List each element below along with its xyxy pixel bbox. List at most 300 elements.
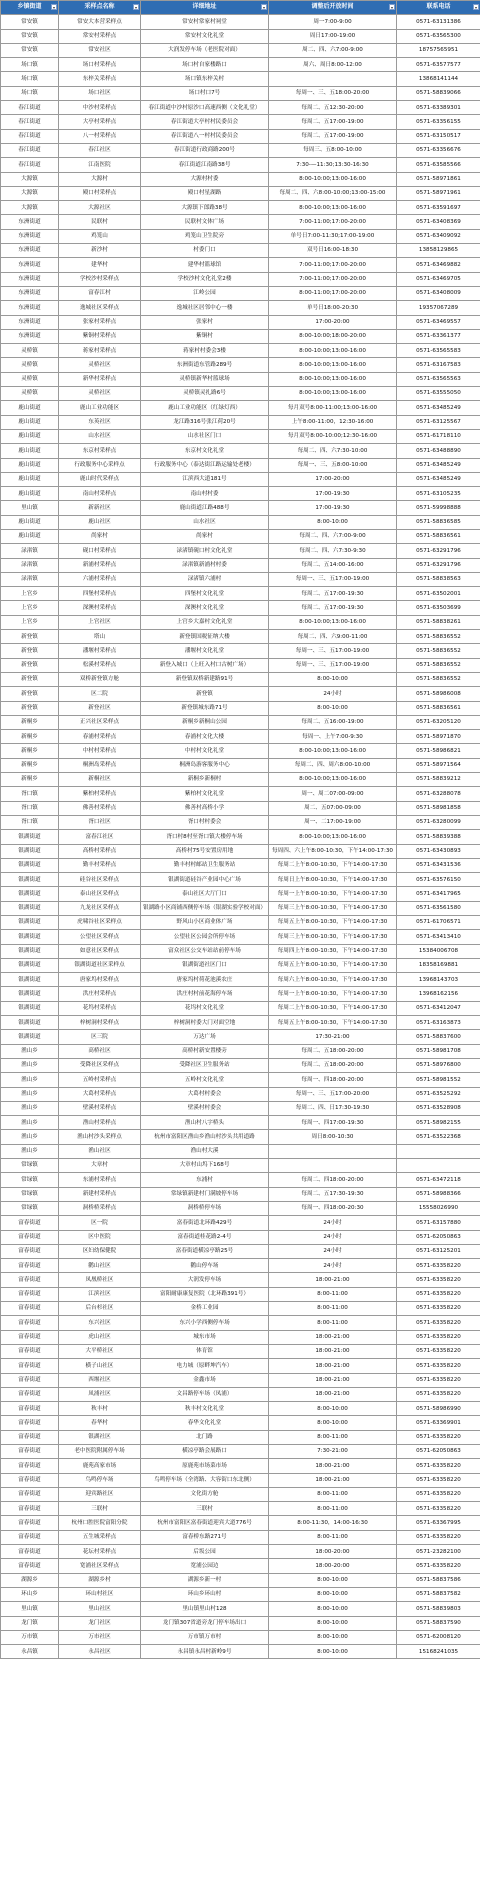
address-cell[interactable]: 紫铜村 bbox=[141, 329, 269, 343]
phone-cell[interactable]: 0571-63131386 bbox=[397, 15, 480, 29]
hours-cell[interactable]: 每周五上午8:00-10:30，下午14:00-17:30 bbox=[269, 958, 397, 972]
hours-cell[interactable]: 8:00-10:00;18:00-20:00 bbox=[269, 329, 397, 343]
hours-cell[interactable]: 17:00-20:00 bbox=[269, 315, 397, 329]
address-cell[interactable]: 东京村文化礼堂 bbox=[141, 444, 269, 458]
site-name-cell[interactable]: 大葛村采样点 bbox=[59, 1087, 141, 1101]
site-name-cell[interactable]: 鹿山社区 bbox=[59, 515, 141, 529]
town-cell[interactable]: 常安镇 bbox=[1, 29, 59, 43]
town-cell[interactable]: 东洲街道 bbox=[1, 301, 59, 315]
site-name-cell[interactable]: 蒋家村采样点 bbox=[59, 344, 141, 358]
address-cell[interactable]: 鹿山工业功能区（红绿灯西） bbox=[141, 401, 269, 415]
hours-cell[interactable]: 8:00-11:00 bbox=[269, 1302, 397, 1316]
hours-cell[interactable]: 24小时 bbox=[269, 687, 397, 701]
address-cell[interactable]: 横凉亭路会展路口 bbox=[141, 1444, 269, 1458]
phone-cell[interactable]: 0571-58839803 bbox=[397, 1602, 480, 1616]
phone-cell[interactable]: 0571-58836552 bbox=[397, 644, 480, 658]
hours-cell[interactable]: 每周一、三、五17:00-20:00 bbox=[269, 1087, 397, 1101]
site-name-cell[interactable]: 大平桥社区 bbox=[59, 1344, 141, 1358]
hours-cell[interactable]: 周一、周二07:00-09:00 bbox=[269, 787, 397, 801]
site-name-cell[interactable]: 八一村采样点 bbox=[59, 129, 141, 143]
address-cell[interactable]: 胥口村8村至胥口镇大楼停车场 bbox=[141, 830, 269, 844]
site-name-cell[interactable]: 新华村采样点 bbox=[59, 372, 141, 386]
hours-cell[interactable]: 7:00-11:00;17:00-20:00 bbox=[269, 215, 397, 229]
site-name-cell[interactable]: 新登社区 bbox=[59, 701, 141, 715]
site-name-cell[interactable]: 五生城采样点 bbox=[59, 1530, 141, 1544]
hours-cell[interactable]: 8:00-11:00 bbox=[269, 1487, 397, 1501]
town-cell[interactable]: 龙门镇 bbox=[1, 1616, 59, 1630]
column-header-phone[interactable] bbox=[397, 1, 480, 15]
hours-cell[interactable]: 24小时 bbox=[269, 1230, 397, 1244]
phone-cell[interactable]: 0571-62050863 bbox=[397, 1230, 480, 1244]
phone-cell[interactable]: 0571-63358220 bbox=[397, 1330, 480, 1344]
town-cell[interactable]: 新登镇 bbox=[1, 687, 59, 701]
hours-cell[interactable]: 18:00-21:00 bbox=[269, 1459, 397, 1473]
phone-cell[interactable]: 0571-63469557 bbox=[397, 315, 480, 329]
site-name-cell[interactable]: 松溪村采样点 bbox=[59, 658, 141, 672]
site-name-cell[interactable]: 五岭村采样点 bbox=[59, 1073, 141, 1087]
phone-cell[interactable]: 0571-58838261 bbox=[397, 615, 480, 629]
hours-cell[interactable]: 每周一上午8:00-10:30，下午14:00-17:30 bbox=[269, 987, 397, 1001]
site-name-cell[interactable]: 湖源乡村 bbox=[59, 1573, 141, 1587]
town-cell[interactable]: 新桐乡 bbox=[1, 773, 59, 787]
phone-cell[interactable]: 0571-61718110 bbox=[397, 429, 480, 443]
address-cell[interactable]: 东兴小学西侧停车场 bbox=[141, 1316, 269, 1330]
site-name-cell[interactable]: 渔山村采样点 bbox=[59, 1116, 141, 1130]
town-cell[interactable]: 银湖街道 bbox=[1, 1001, 59, 1015]
address-cell[interactable]: 勤丰村村邮站卫生服务站 bbox=[141, 858, 269, 872]
phone-cell[interactable]: 0571-63485249 bbox=[397, 458, 480, 472]
phone-cell[interactable]: 0571-63358220 bbox=[397, 1344, 480, 1358]
site-name-cell[interactable]: 区妇幼保健院 bbox=[59, 1244, 141, 1258]
phone-cell[interactable]: 0571-58981708 bbox=[397, 1044, 480, 1058]
site-name-cell[interactable]: 秋丰村 bbox=[59, 1402, 141, 1416]
town-cell[interactable]: 富春街道 bbox=[1, 1459, 59, 1473]
address-cell[interactable]: 大源镇下郎路38号 bbox=[141, 201, 269, 215]
phone-cell[interactable]: 18757565951 bbox=[397, 43, 480, 57]
phone-cell[interactable]: 0571-63431536 bbox=[397, 858, 480, 872]
town-cell[interactable]: 银湖街道 bbox=[1, 887, 59, 901]
address-cell[interactable]: 洞桥桥停车场 bbox=[141, 1201, 269, 1215]
filter-dropdown-icon[interactable] bbox=[261, 4, 267, 10]
hours-cell[interactable]: 周二、五07:00-09:00 bbox=[269, 801, 397, 815]
site-name-cell[interactable]: 学校沙村采样点 bbox=[59, 272, 141, 286]
address-cell[interactable]: 江岭公园 bbox=[141, 286, 269, 300]
address-cell[interactable]: 大章村山坞下168号 bbox=[141, 1159, 269, 1173]
town-cell[interactable]: 新桐乡 bbox=[1, 744, 59, 758]
town-cell[interactable]: 胥口镇 bbox=[1, 815, 59, 829]
phone-cell[interactable]: 0571-63469705 bbox=[397, 272, 480, 286]
hours-cell[interactable]: 8:00-11:30，14:00-16:30 bbox=[269, 1516, 397, 1530]
town-cell[interactable]: 常绿镇 bbox=[1, 1201, 59, 1215]
site-name-cell[interactable]: 硅谷社区采样点 bbox=[59, 873, 141, 887]
site-name-cell[interactable]: 西堰社区 bbox=[59, 1373, 141, 1387]
address-cell[interactable]: 东洲街道东管路289号 bbox=[141, 358, 269, 372]
town-cell[interactable]: 新登镇 bbox=[1, 630, 59, 644]
phone-cell[interactable]: 15168241035 bbox=[397, 1645, 480, 1659]
phone-cell[interactable]: 0571-63358220 bbox=[397, 1387, 480, 1401]
site-name-cell[interactable]: 春江社区 bbox=[59, 143, 141, 157]
phone-cell[interactable]: 0571-63356676 bbox=[397, 143, 480, 157]
hours-cell[interactable]: 每周二、五17:00-19:00 bbox=[269, 115, 397, 129]
hours-cell[interactable]: 周一、二17:00-19:00 bbox=[269, 815, 397, 829]
hours-cell[interactable]: 17:30-21:00 bbox=[269, 1030, 397, 1044]
address-cell[interactable]: 春江街道江南路38号 bbox=[141, 158, 269, 172]
site-name-cell[interactable]: 大亭村采样点 bbox=[59, 115, 141, 129]
phone-cell[interactable]: 0571-61706571 bbox=[397, 916, 480, 930]
phone-cell[interactable] bbox=[397, 1144, 480, 1158]
address-cell[interactable]: 大葛村村委会 bbox=[141, 1087, 269, 1101]
site-name-cell[interactable]: 银湖街道社区采样点 bbox=[59, 958, 141, 972]
town-cell[interactable]: 富春街道 bbox=[1, 1416, 59, 1430]
hours-cell[interactable]: 每周一、三、五8:00-10:00 bbox=[269, 458, 397, 472]
phone-cell[interactable]: 0571-58839066 bbox=[397, 86, 480, 100]
phone-cell[interactable]: 0571-59998888 bbox=[397, 501, 480, 515]
hours-cell[interactable]: 8:00-10:00 bbox=[269, 1645, 397, 1659]
site-name-cell[interactable]: 鸟鸣停车场 bbox=[59, 1473, 141, 1487]
hours-cell[interactable]: 8:00-11:00 bbox=[269, 1430, 397, 1444]
site-name-cell[interactable]: 东梓关采样点 bbox=[59, 72, 141, 86]
site-name-cell[interactable]: 虎啸谷社区采样点 bbox=[59, 916, 141, 930]
address-cell[interactable]: 鹳山停车场 bbox=[141, 1259, 269, 1273]
site-name-cell[interactable]: 花坞村采样点 bbox=[59, 1001, 141, 1015]
town-cell[interactable]: 常安镇 bbox=[1, 15, 59, 29]
phone-cell[interactable]: 0571-63369901 bbox=[397, 1416, 480, 1430]
site-name-cell[interactable]: 后台杉社区 bbox=[59, 1302, 141, 1316]
hours-cell[interactable]: 每周三、五8:00-10:00 bbox=[269, 143, 397, 157]
phone-cell[interactable]: 0571-63358220 bbox=[397, 1459, 480, 1473]
site-name-cell[interactable]: 富春江村 bbox=[59, 286, 141, 300]
town-cell[interactable]: 富春街道 bbox=[1, 1387, 59, 1401]
town-cell[interactable]: 富春街道 bbox=[1, 1473, 59, 1487]
hours-cell[interactable]: 18:00-21:00 bbox=[269, 1359, 397, 1373]
phone-cell[interactable]: 0571-58976800 bbox=[397, 1058, 480, 1072]
address-cell[interactable]: 殿口村星湖路 bbox=[141, 186, 269, 200]
hours-cell[interactable]: 每周二、五18:00-20:00 bbox=[269, 1058, 397, 1072]
address-cell[interactable]: 民联村文体广场 bbox=[141, 215, 269, 229]
address-cell[interactable]: 桐洲岛游客服务中心 bbox=[141, 758, 269, 772]
phone-cell[interactable]: 0571-63358220 bbox=[397, 1373, 480, 1387]
town-cell[interactable]: 鹿山街道 bbox=[1, 429, 59, 443]
hours-cell[interactable]: 18:00-20:00 bbox=[269, 1545, 397, 1559]
site-name-cell[interactable]: 大源社区 bbox=[59, 201, 141, 215]
address-cell[interactable]: 野风山小区商业体广场 bbox=[141, 916, 269, 930]
address-cell[interactable]: 新登入城口（上旺入村口古树广场） bbox=[141, 658, 269, 672]
address-cell[interactable]: 春江街道中沙村原沙口高速西侧（文化礼堂） bbox=[141, 101, 269, 115]
site-name-cell[interactable]: 新沙村 bbox=[59, 244, 141, 258]
site-name-cell[interactable]: 高桥村采样点 bbox=[59, 844, 141, 858]
town-cell[interactable]: 大源镇 bbox=[1, 186, 59, 200]
address-cell[interactable]: 永昌镇永昌村新岭9号 bbox=[141, 1645, 269, 1659]
site-name-cell[interactable]: 凤浦社区 bbox=[59, 1387, 141, 1401]
town-cell[interactable]: 富春街道 bbox=[1, 1216, 59, 1230]
hours-cell[interactable]: 8:00-11:00 bbox=[269, 1316, 397, 1330]
hours-cell[interactable]: 8:00-10:00;13:00-16:00 bbox=[269, 830, 397, 844]
address-cell[interactable]: 佛善村高桥小学 bbox=[141, 801, 269, 815]
address-cell[interactable]: 新桐乡新桐村 bbox=[141, 773, 269, 787]
hours-cell[interactable]: 每周二上午8:00-10:30，下午14:00-17:30 bbox=[269, 858, 397, 872]
phone-cell[interactable]: 15558026990 bbox=[397, 1201, 480, 1215]
address-cell[interactable]: 南山村村委 bbox=[141, 487, 269, 501]
town-cell[interactable]: 富春街道 bbox=[1, 1502, 59, 1516]
town-cell[interactable]: 东洲街道 bbox=[1, 329, 59, 343]
address-cell[interactable]: 春华文化礼堂 bbox=[141, 1416, 269, 1430]
phone-cell[interactable]: 0571-63522368 bbox=[397, 1130, 480, 1144]
town-cell[interactable]: 东洲街道 bbox=[1, 272, 59, 286]
hours-cell[interactable]: 每周四、六上午8:00-10:30，下午14:00-17:30 bbox=[269, 844, 397, 858]
hours-cell[interactable]: 每周五上午8:00-10:30，下午14:00-17:30 bbox=[269, 1016, 397, 1030]
hours-cell[interactable]: 周二、四、六7:00-9:00 bbox=[269, 43, 397, 57]
address-cell[interactable]: 北门路 bbox=[141, 1430, 269, 1444]
town-cell[interactable]: 灵桥镇 bbox=[1, 344, 59, 358]
address-cell[interactable]: 深澳村文化礼堂 bbox=[141, 601, 269, 615]
address-cell[interactable]: 文昌路停车场（凤浦） bbox=[141, 1387, 269, 1401]
phone-cell[interactable]: 0571-63502001 bbox=[397, 587, 480, 601]
hours-cell[interactable]: 18:00-21:00 bbox=[269, 1344, 397, 1358]
town-cell[interactable]: 里山镇 bbox=[1, 1602, 59, 1616]
hours-cell[interactable]: 8:00-10:00 bbox=[269, 1630, 397, 1644]
site-name-cell[interactable]: 场口社区 bbox=[59, 86, 141, 100]
address-cell[interactable]: 胥口村村委会 bbox=[141, 815, 269, 829]
address-cell[interactable]: 三联村 bbox=[141, 1502, 269, 1516]
phone-cell[interactable]: 0571-63358220 bbox=[397, 1287, 480, 1301]
hours-cell[interactable]: 8:00-10:00 bbox=[269, 1587, 397, 1601]
town-cell[interactable]: 富春街道 bbox=[1, 1444, 59, 1458]
hours-cell[interactable]: 8:00-10:00;13:00-16:00 bbox=[269, 372, 397, 386]
hours-cell[interactable]: 每周一、三、五18:00-20:00 bbox=[269, 86, 397, 100]
site-name-cell[interactable]: 宽浦社区采样点 bbox=[59, 1559, 141, 1573]
town-cell[interactable]: 鹿山街道 bbox=[1, 458, 59, 472]
address-cell[interactable]: 场口村自家楼路口 bbox=[141, 58, 269, 72]
site-name-cell[interactable]: 如意社区采样点 bbox=[59, 944, 141, 958]
site-name-cell[interactable]: 常安村采样点 bbox=[59, 29, 141, 43]
site-name-cell[interactable]: 横子山社区 bbox=[59, 1359, 141, 1373]
town-cell[interactable]: 银湖街道 bbox=[1, 916, 59, 930]
phone-cell[interactable]: 0571-63358220 bbox=[397, 1359, 480, 1373]
address-cell[interactable]: 万市镇万市村 bbox=[141, 1630, 269, 1644]
hours-cell[interactable]: 18:00-21:00 bbox=[269, 1273, 397, 1287]
town-cell[interactable]: 银湖街道 bbox=[1, 987, 59, 1001]
hours-cell[interactable]: 17:00-19:30 bbox=[269, 487, 397, 501]
town-cell[interactable]: 鹿山街道 bbox=[1, 444, 59, 458]
address-cell[interactable]: 富春街道桂花路2-4号 bbox=[141, 1230, 269, 1244]
site-name-cell[interactable]: 山水社区 bbox=[59, 429, 141, 443]
address-cell[interactable]: 文化街方舱 bbox=[141, 1487, 269, 1501]
town-cell[interactable]: 新登镇 bbox=[1, 701, 59, 715]
filter-dropdown-icon[interactable] bbox=[473, 4, 479, 10]
hours-cell[interactable]: 每周二、五18:00-20:00 bbox=[269, 1044, 397, 1058]
hours-cell[interactable]: 每周一、三、五17:00-19:00 bbox=[269, 644, 397, 658]
phone-cell[interactable]: 0571-63361377 bbox=[397, 329, 480, 343]
site-name-cell[interactable]: 渔山村沙头采样点 bbox=[59, 1130, 141, 1144]
hours-cell[interactable]: 8:00-10:00 bbox=[269, 1416, 397, 1430]
hours-cell[interactable]: 每周二、四、六7:30-9:30 bbox=[269, 544, 397, 558]
phone-cell[interactable]: 0571-63525292 bbox=[397, 1087, 480, 1101]
hours-cell[interactable]: 每周二、五17:00-19:30 bbox=[269, 587, 397, 601]
town-cell[interactable]: 鹿山街道 bbox=[1, 529, 59, 543]
address-cell[interactable]: 常安村文化礼堂 bbox=[141, 29, 269, 43]
hours-cell[interactable]: 8:00-10:00 bbox=[269, 1573, 397, 1587]
town-cell[interactable]: 富春街道 bbox=[1, 1287, 59, 1301]
town-cell[interactable]: 胥口镇 bbox=[1, 801, 59, 815]
phone-cell[interactable]: 0571-58986821 bbox=[397, 744, 480, 758]
phone-cell[interactable]: 0571-63485249 bbox=[397, 401, 480, 415]
address-cell[interactable]: 场口镇东梓关村 bbox=[141, 72, 269, 86]
phone-cell[interactable]: 0571-63469882 bbox=[397, 258, 480, 272]
hours-cell[interactable]: 每周二、四、日17:30-19:30 bbox=[269, 1101, 397, 1115]
address-cell[interactable]: 唐家坞村荷花池溪农庄 bbox=[141, 973, 269, 987]
hours-cell[interactable]: 每周一、四18:00-20:00 bbox=[269, 1073, 397, 1087]
hours-cell[interactable]: 8:00-10:00;13:00-16:00 bbox=[269, 773, 397, 787]
town-cell[interactable]: 常绿镇 bbox=[1, 1187, 59, 1201]
town-cell[interactable]: 新登镇 bbox=[1, 672, 59, 686]
address-cell[interactable]: 宽浦公园边 bbox=[141, 1559, 269, 1573]
town-cell[interactable]: 银湖街道 bbox=[1, 930, 59, 944]
hours-cell[interactable]: 每周二、四、六9:00-11:00 bbox=[269, 630, 397, 644]
town-cell[interactable]: 灵桥镇 bbox=[1, 387, 59, 401]
town-cell[interactable]: 上官乡 bbox=[1, 587, 59, 601]
address-cell[interactable]: 万达广场 bbox=[141, 1030, 269, 1044]
town-cell[interactable]: 鹿山街道 bbox=[1, 472, 59, 486]
phone-cell[interactable]: 0571-63125567 bbox=[397, 415, 480, 429]
town-cell[interactable]: 银湖街道 bbox=[1, 973, 59, 987]
site-name-cell[interactable]: 常安大本营采样点 bbox=[59, 15, 141, 29]
hours-cell[interactable]: 周六、周日8:00-12:00 bbox=[269, 58, 397, 72]
site-name-cell[interactable]: 深澳村采样点 bbox=[59, 601, 141, 615]
site-name-cell[interactable]: 新桐社区 bbox=[59, 773, 141, 787]
hours-cell[interactable] bbox=[269, 72, 397, 86]
hours-cell[interactable]: 7:00-11:00;17:00-20:00 bbox=[269, 258, 397, 272]
town-cell[interactable]: 灵桥镇 bbox=[1, 372, 59, 386]
town-cell[interactable]: 富春街道 bbox=[1, 1302, 59, 1316]
hours-cell[interactable]: 上午8:00-11:00，12:30-16:00 bbox=[269, 415, 397, 429]
town-cell[interactable]: 大源镇 bbox=[1, 172, 59, 186]
address-cell[interactable]: 高桥村75号安置房用地 bbox=[141, 844, 269, 858]
hours-cell[interactable]: 每周二、五12:30-20:00 bbox=[269, 101, 397, 115]
address-cell[interactable]: 四堡村文化礼堂 bbox=[141, 587, 269, 601]
phone-cell[interactable]: 13968143703 bbox=[397, 973, 480, 987]
address-cell[interactable]: 行政服务中心（泰达街江路运输处老楼） bbox=[141, 458, 269, 472]
hours-cell[interactable]: 8:00-10:00 bbox=[269, 1402, 397, 1416]
site-name-cell[interactable]: 受降社区采样点 bbox=[59, 1058, 141, 1072]
hours-cell[interactable]: 单号日7:00-11:30;17:00-19:00 bbox=[269, 229, 397, 243]
town-cell[interactable]: 新桐乡 bbox=[1, 715, 59, 729]
phone-cell[interactable]: 13868141144 bbox=[397, 72, 480, 86]
town-cell[interactable]: 新登镇 bbox=[1, 644, 59, 658]
site-name-cell[interactable]: 洞桥桥采样点 bbox=[59, 1201, 141, 1215]
site-name-cell[interactable]: 区一院 bbox=[59, 1216, 141, 1230]
site-name-cell[interactable]: 春浦村采样点 bbox=[59, 730, 141, 744]
town-cell[interactable]: 富春街道 bbox=[1, 1316, 59, 1330]
phone-cell[interactable]: 0571-63205120 bbox=[397, 715, 480, 729]
phone-cell[interactable]: 0571-58971861 bbox=[397, 172, 480, 186]
phone-cell[interactable]: 0571-62008120 bbox=[397, 1630, 480, 1644]
town-cell[interactable]: 银湖街道 bbox=[1, 830, 59, 844]
site-name-cell[interactable]: 区中医院 bbox=[59, 1230, 141, 1244]
phone-cell[interactable]: 0571-63408009 bbox=[397, 286, 480, 300]
hours-cell[interactable]: 每周一、上午7:00-9:30 bbox=[269, 730, 397, 744]
site-name-cell[interactable]: 紫铜村采样点 bbox=[59, 329, 141, 343]
phone-cell[interactable]: 0571-58981858 bbox=[397, 801, 480, 815]
town-cell[interactable]: 鹿山街道 bbox=[1, 415, 59, 429]
phone-cell[interactable]: 0571-58836585 bbox=[397, 515, 480, 529]
phone-cell[interactable]: 0571-63591697 bbox=[397, 201, 480, 215]
address-cell[interactable]: 中村村文化礼堂 bbox=[141, 744, 269, 758]
town-cell[interactable]: 鹿山街道 bbox=[1, 401, 59, 415]
hours-cell[interactable]: 8:00-10:00 bbox=[269, 515, 397, 529]
town-cell[interactable]: 春江街道 bbox=[1, 143, 59, 157]
phone-cell[interactable]: 0571-63389301 bbox=[397, 101, 480, 115]
phone-cell[interactable]: 0571-58836552 bbox=[397, 672, 480, 686]
site-name-cell[interactable]: 六浦村采样点 bbox=[59, 572, 141, 586]
site-name-cell[interactable]: 区三院 bbox=[59, 1030, 141, 1044]
phone-cell[interactable]: 0571-63358220 bbox=[397, 1559, 480, 1573]
hours-cell[interactable]: 每周一、四18:00-20:30 bbox=[269, 1201, 397, 1215]
phone-cell[interactable]: 0571-58837586 bbox=[397, 1573, 480, 1587]
phone-cell[interactable]: 15384006708 bbox=[397, 944, 480, 958]
column-header-site-name[interactable] bbox=[59, 1, 141, 15]
phone-cell[interactable]: 0571-63576150 bbox=[397, 873, 480, 887]
hours-cell[interactable]: 每周一上午8:00-10:30，下午14:00-17:30 bbox=[269, 887, 397, 901]
town-cell[interactable]: 富春街道 bbox=[1, 1545, 59, 1559]
town-cell[interactable]: 场口镇 bbox=[1, 58, 59, 72]
site-name-cell[interactable]: 新浦村采样点 bbox=[59, 558, 141, 572]
hours-cell[interactable]: 17:00-19:30 bbox=[269, 501, 397, 515]
site-name-cell[interactable]: 花坛村采样点 bbox=[59, 1545, 141, 1559]
address-cell[interactable]: 五岭村文化礼堂 bbox=[141, 1073, 269, 1087]
phone-cell[interactable]: 0571-58971564 bbox=[397, 758, 480, 772]
hours-cell[interactable]: 8:00-10:00 bbox=[269, 1602, 397, 1616]
address-cell[interactable]: 渌渚镇六浦村 bbox=[141, 572, 269, 586]
address-cell[interactable]: 后坂公园 bbox=[141, 1545, 269, 1559]
phone-cell[interactable]: 0571-63167583 bbox=[397, 358, 480, 372]
address-cell[interactable]: 新登镇国税征纳大楼 bbox=[141, 630, 269, 644]
phone-cell[interactable]: 0571-58986990 bbox=[397, 1402, 480, 1416]
address-cell[interactable]: 鸡笼山卫生院旁 bbox=[141, 229, 269, 243]
site-name-cell[interactable]: 江南医院 bbox=[59, 158, 141, 172]
town-cell[interactable]: 渔山乡 bbox=[1, 1073, 59, 1087]
town-cell[interactable]: 银湖街道 bbox=[1, 1016, 59, 1030]
phone-cell[interactable]: 0571-58836552 bbox=[397, 630, 480, 644]
town-cell[interactable]: 富春街道 bbox=[1, 1273, 59, 1287]
hours-cell[interactable]: 8:00-11:00 bbox=[269, 1530, 397, 1544]
town-cell[interactable]: 上官乡 bbox=[1, 615, 59, 629]
column-header-address[interactable] bbox=[141, 1, 269, 15]
hours-cell[interactable]: 每月双号8:00-10:00;12:30-16:00 bbox=[269, 429, 397, 443]
site-name-cell[interactable]: 大章村 bbox=[59, 1159, 141, 1173]
site-name-cell[interactable]: 行政服务中心采样点 bbox=[59, 458, 141, 472]
address-cell[interactable]: 杭州市富阳区渔山乡渔山村沙头共用道路 bbox=[141, 1130, 269, 1144]
phone-cell[interactable]: 0571-58839388 bbox=[397, 830, 480, 844]
town-cell[interactable]: 银湖街道 bbox=[1, 1030, 59, 1044]
town-cell[interactable]: 环山乡 bbox=[1, 1587, 59, 1601]
address-cell[interactable]: 学校沙村文化礼堂2楼 bbox=[141, 272, 269, 286]
address-cell[interactable]: 受降社区卫生服务站 bbox=[141, 1058, 269, 1072]
town-cell[interactable]: 鹿山街道 bbox=[1, 487, 59, 501]
town-cell[interactable]: 新登镇 bbox=[1, 658, 59, 672]
filter-dropdown-icon[interactable] bbox=[133, 4, 139, 10]
town-cell[interactable]: 富春街道 bbox=[1, 1244, 59, 1258]
town-cell[interactable]: 东洲街道 bbox=[1, 258, 59, 272]
town-cell[interactable]: 富春街道 bbox=[1, 1516, 59, 1530]
hours-cell[interactable]: 每周二、五17:00-19:00 bbox=[269, 129, 397, 143]
town-cell[interactable]: 渔山乡 bbox=[1, 1058, 59, 1072]
town-cell[interactable]: 东洲街道 bbox=[1, 229, 59, 243]
address-cell[interactable]: 尚家村 bbox=[141, 529, 269, 543]
site-name-cell[interactable]: 富春江社区 bbox=[59, 830, 141, 844]
phone-cell[interactable]: 0571-63488890 bbox=[397, 444, 480, 458]
phone-cell[interactable]: 0571-63561580 bbox=[397, 901, 480, 915]
address-cell[interactable]: 蒋家村村委会3楼 bbox=[141, 344, 269, 358]
